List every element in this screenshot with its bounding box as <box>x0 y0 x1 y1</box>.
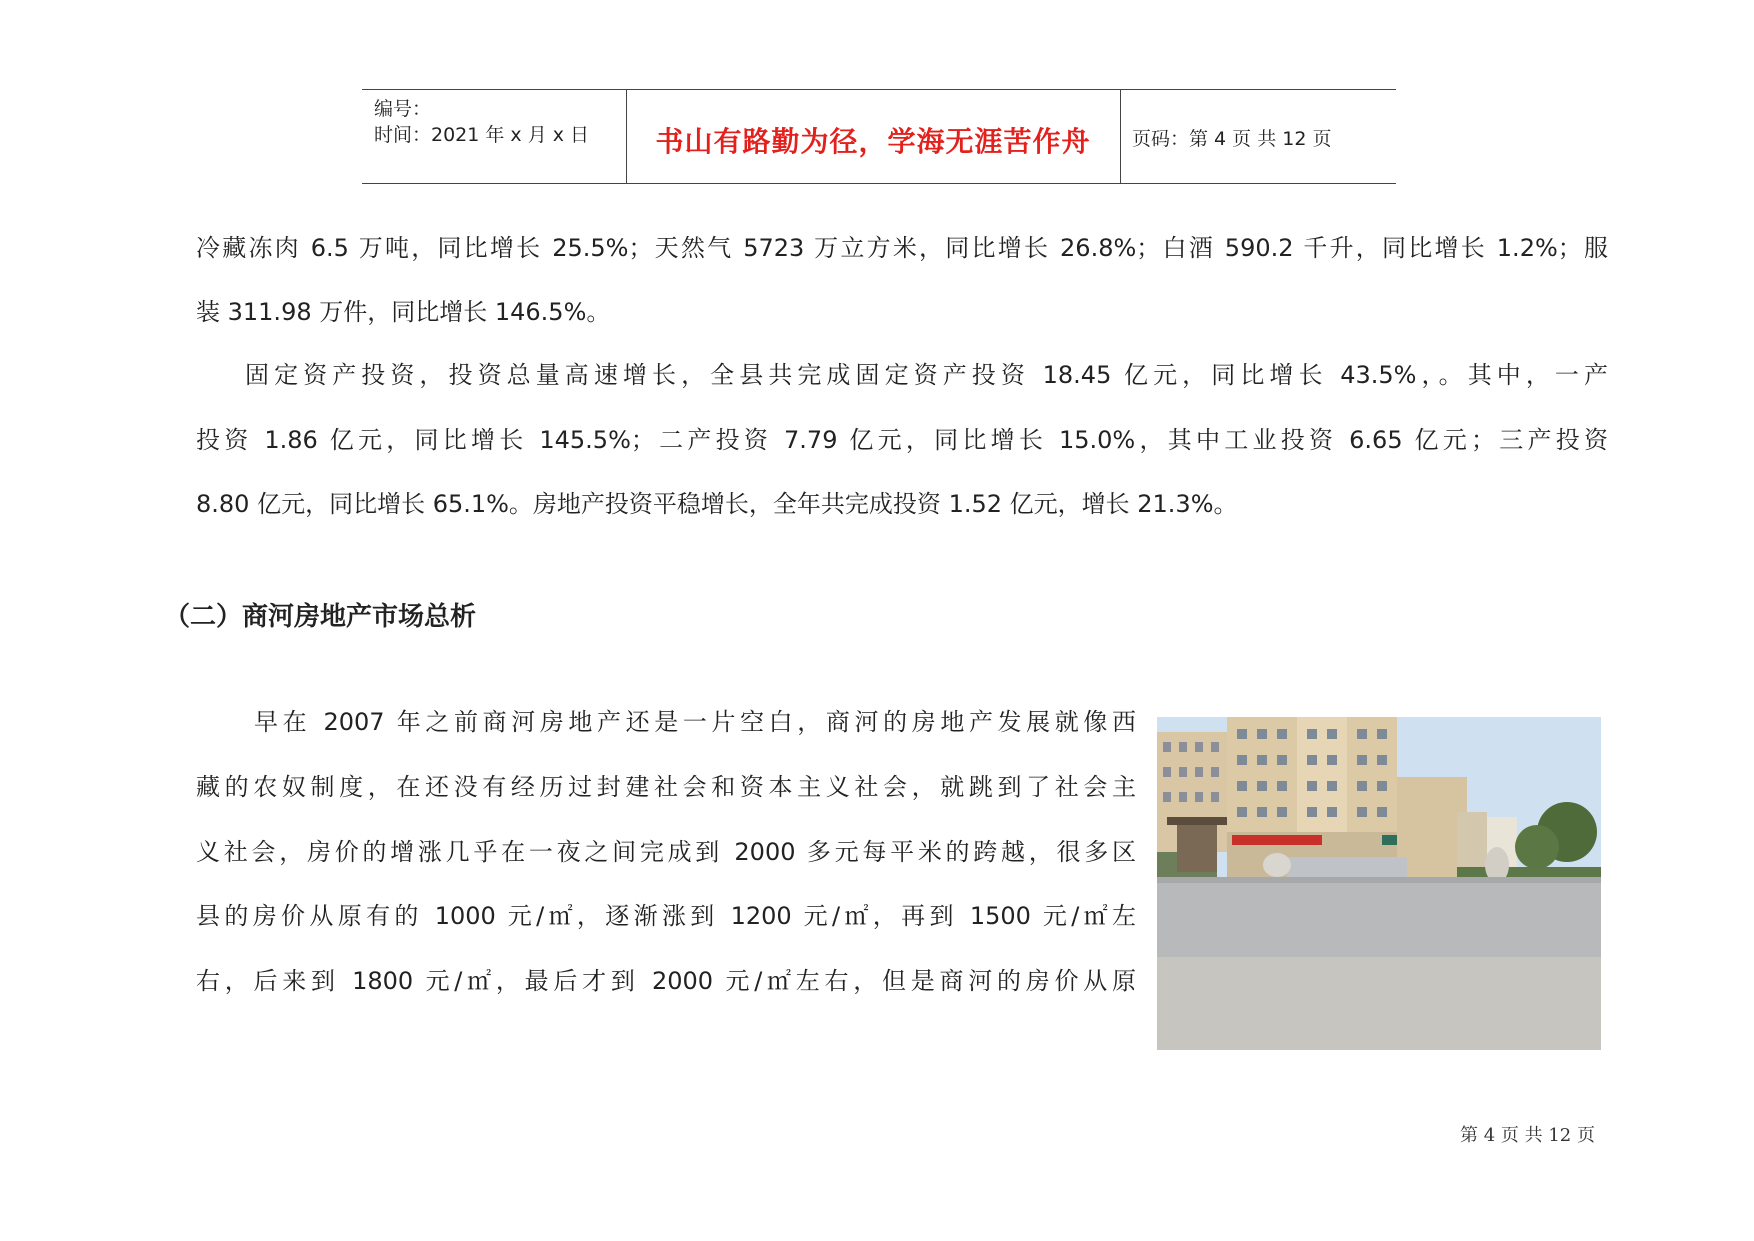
paragraph-1-line-2: 装 311.98 万件，同比增长 146.5%。 <box>196 298 611 326</box>
footer-page-number: 第 4 页 共 12 页 <box>1460 1125 1595 1146</box>
header-middle-cell <box>626 90 1121 183</box>
document-date-label: 时间：2021 年 x 月 x 日 <box>374 124 590 146</box>
paragraph-1-line-1: 冷藏冻肉 6.5 万吨，同比增长 25.5%；天然气 5723 万立方米，同比增长 26.8%；白酒 590.2 千升，同比增长 1.2%；服 <box>196 234 1608 262</box>
section-heading: （二）商河房地产市场总析 <box>164 602 477 632</box>
paragraph-2-line-2: 投资 1.86 亿元，同比增长 145.5%；二产投资 7.79 亿元，同比增长 15.0%，其中工业投资 6.65 亿元；三产投资 <box>196 426 1608 454</box>
section-line-1: 早在 2007 年之前商河房地产还是一片空白，商河的房地产发展就像西 <box>254 708 1136 736</box>
header-right-cell <box>1120 90 1396 183</box>
header-page-number: 页码：第 4 页 共 12 页 <box>1132 128 1332 150</box>
section-line-3: 义社会，房价的增涨几乎在一夜之间完成到 2000 多元每平米的跨越，很多区 <box>196 838 1136 866</box>
building-photo <box>1157 717 1601 1050</box>
section-line-4: 县的房价从原有的 1000 元/㎡，逐渐涨到 1200 元/㎡，再到 1500 元/㎡左 <box>196 902 1136 930</box>
header-left-cell <box>362 90 627 183</box>
header-motto: 书山有路勤为径，学海无涯苦作舟 <box>655 125 1091 158</box>
section-line-5: 右，后来到 1800 元/㎡，最后才到 2000 元/㎡左右，但是商河的房价从原 <box>196 967 1136 995</box>
document-header <box>362 89 1396 184</box>
paragraph-2-line-3: 8.80 亿元，同比增长 65.1%。房地产投资平稳增长，全年共完成投资 1.52 亿元，增长 21.3%。 <box>196 490 1238 518</box>
paragraph-2-line-1: 固定资产投资，投资总量高速增长，全县共完成固定资产投资 18.45 亿元，同比增长 43.5%，。其中，一产 <box>245 361 1608 389</box>
section-line-2: 藏的农奴制度，在还没有经历过封建社会和资本主义社会，就跳到了社会主 <box>196 773 1136 801</box>
document-code-label: 编号： <box>374 98 432 120</box>
